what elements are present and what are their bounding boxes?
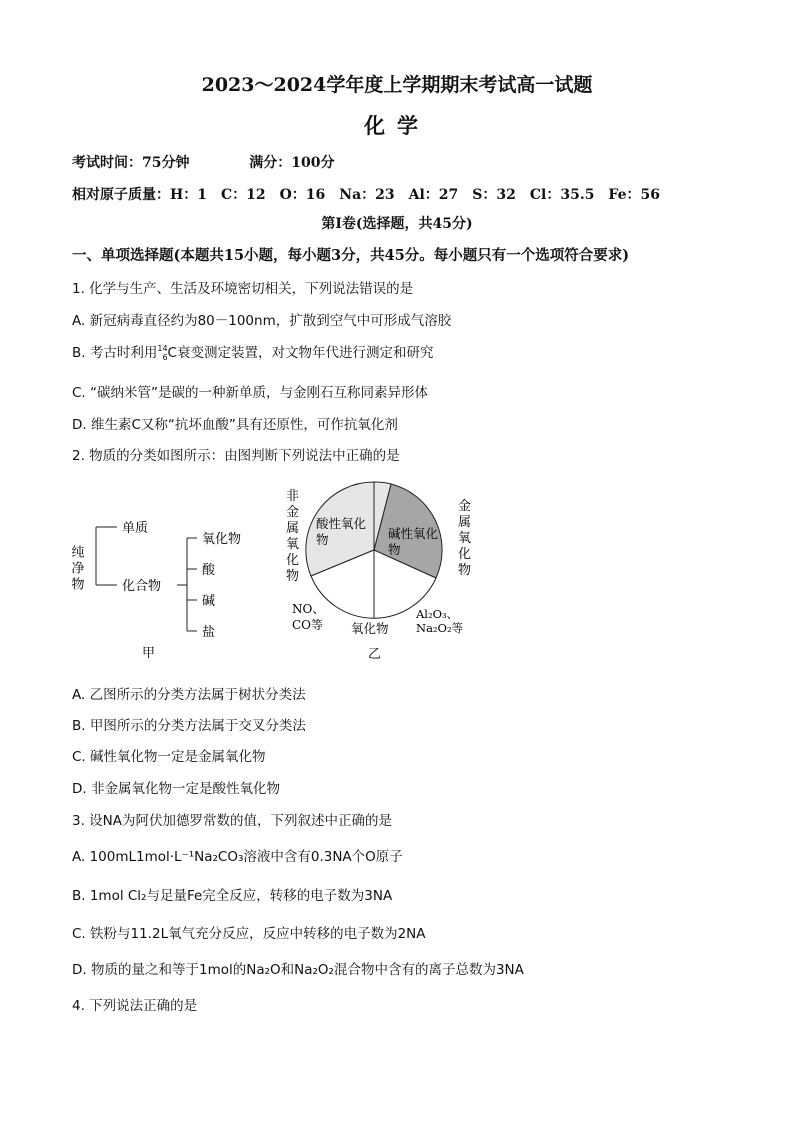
subject-title: 化学 [364, 113, 430, 138]
caption-jia: 甲 [142, 646, 156, 661]
q1-b-element: C [167, 345, 177, 361]
oxide-bottom-label: 氧化物 [351, 621, 389, 636]
q2-stem: 2. 物质的分类如图所示：由图判断下列说法中正确的是 [72, 448, 400, 464]
q3-stem: 3. 设NA为阿伏加德罗常数的值，下列叙述中正确的是 [72, 813, 393, 829]
atomic-number: 6 [162, 353, 168, 362]
al-na-label: Al₂O₃、 Na₂O₂等 [416, 607, 464, 635]
q1-option-d: D. 维生素C又称“抗坏血酸”具有还原性，可作抗氧化剂 [72, 417, 398, 433]
leaf-base: 碱 [202, 594, 216, 609]
q1-option-c: C. “碳纳米管”是碳的一种新单质，与金刚石互称同素异形体 [72, 385, 428, 401]
q3-option-b: B. 1mol Cl₂与足量Fe完全反应，转移的电子数为3NA [72, 888, 393, 904]
nonmetal-oxide-label: 非金属氧化物 [286, 489, 300, 584]
no-co-label: NO、 CO等 [292, 602, 325, 632]
q3-option-a: A. 100mL1mol·L⁻¹Na₂CO₃溶液中含有0.3NA个O原子 [72, 849, 403, 865]
mass-number: 14 [157, 344, 168, 353]
root-label: 纯净物 [68, 545, 84, 590]
figure-yi [276, 478, 476, 663]
full-score: 满分：100分 [249, 155, 335, 171]
q1-b-post: 衰变测定装置，对文物年代进行测定和研究 [176, 345, 434, 361]
compound-label: 化合物 [122, 579, 162, 594]
q1-stem: 1. 化学与生产、生活及环境密切相关，下列说法错误的是 [72, 281, 414, 297]
q2-option-d: D. 非金属氧化物一定是酸性氧化物 [72, 781, 280, 797]
part1-heading: 第Ⅰ卷(选择题，共45分) [321, 216, 473, 232]
q3-option-d: D. 物质的量之和等于1mol的Na₂O和Na₂O₂混合物中含有的离子总数为3NA [72, 962, 524, 978]
q4-stem: 4. 下列说法正确的是 [72, 998, 198, 1014]
q1-option-a: A. 新冠病毒直径约为80－100nm，扩散到空气中可形成气溶胶 [72, 313, 452, 329]
basic-oxide-text: 碱性氧化物 [388, 526, 439, 557]
metal-oxide-label: 金属氧化物 [458, 499, 472, 578]
q2-option-b: B. 甲图所示的分类方法属于交叉分类法 [72, 718, 306, 734]
q2-option-c: C. 碱性氧化物一定是金属氧化物 [72, 749, 266, 765]
exam-time: 考试时间：75分钟 [72, 155, 190, 171]
exam-title: 2023～2024学年度上学期期末考试高一试题 [201, 74, 593, 96]
q2-option-a: A. 乙图所示的分类方法属于树状分类法 [72, 687, 306, 703]
leaf-oxide: 氧化物 [202, 532, 242, 547]
section1-title: 一、单项选择题(本题共15小题，每小题3分，共45分。每小题只有一个选项符合要求) [72, 247, 630, 264]
exam-info [72, 152, 334, 172]
simple-substance-label: 单质 [122, 521, 149, 536]
figure-jia [68, 505, 262, 665]
q1-option-b [72, 341, 433, 362]
leaf-salt: 盐 [202, 625, 216, 640]
leaf-acid: 酸 [202, 563, 216, 578]
isotope-numbers [157, 344, 167, 362]
q3-option-c: C. 铁粉与11.2L氧气充分反应，反应中转移的电子数为2NA [72, 926, 426, 942]
q1-b-pre: B. 考古时利用 [72, 345, 158, 361]
acidic-oxide-text-1: 酸性氧化物 [316, 516, 367, 547]
atomic-masses: 相对原子质量：H：1 C：12 O：16 Na：23 Al：27 S：32 Cl：35.5 Fe：56 [72, 187, 660, 203]
caption-yi: 乙 [368, 647, 382, 662]
